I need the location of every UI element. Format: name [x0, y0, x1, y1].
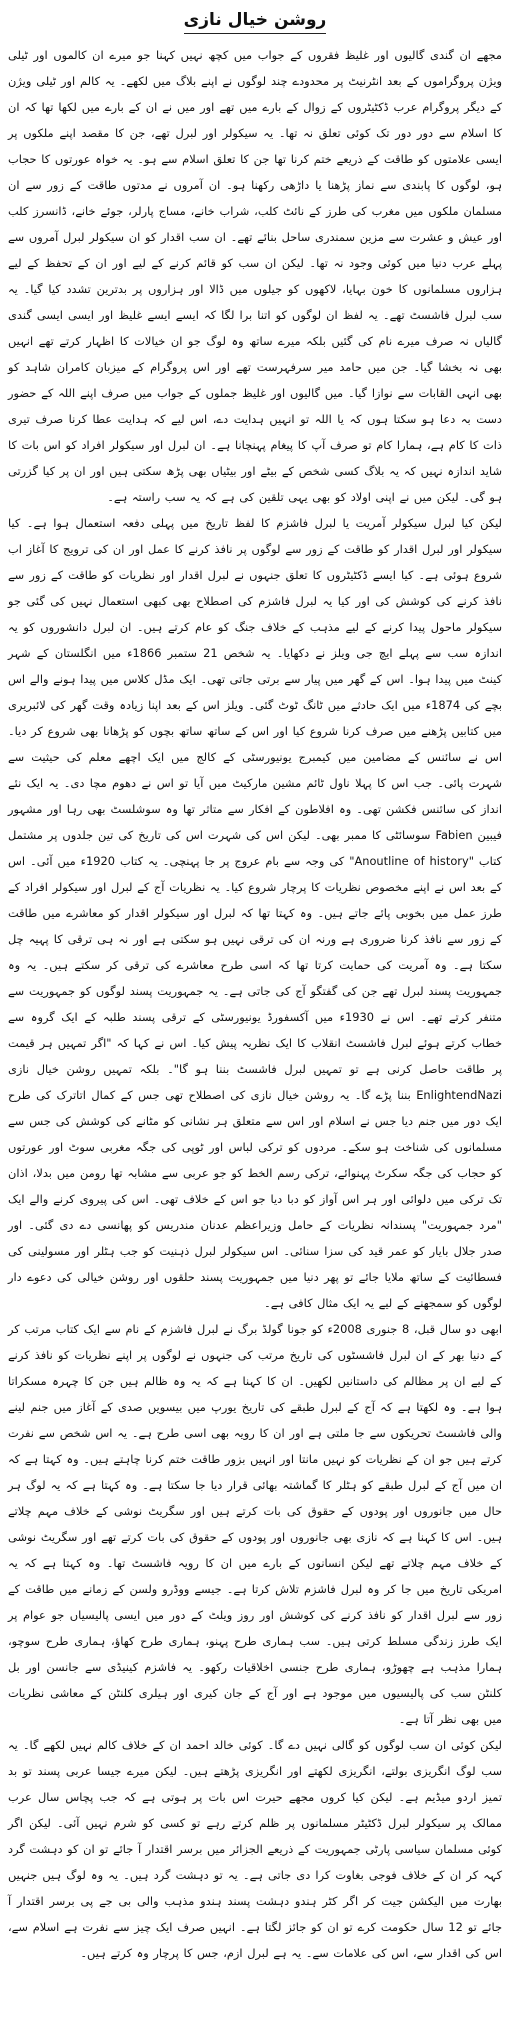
article-paragraph-3: ابھی دو سال قبل، 8 جنوری 2008ء کو جونا گولڈ برگ نے لبرل فاشزم کے نام سے ایک کتاب مرتب کر کے دنیا بھر کے ان لبرل فاشسٹوں کی تاریخ مرتب کی جنہوں نے لوگوں پر اپنے نظریات کو نافذ کرنے کے لیے ان پر مظالم کی داستانیں لکھیں۔ ان کا کہنا ہے کہ یہ وہ ظالم ہیں جن کا چہرہ مسکراتا ہوا ہے۔ وہ لکھتا ہے کہ آج کے لبرل طبقے کی تاریخ یورپ میں بیسویں صدی کے آغاز میں جنم لینے والی فاشسٹ تحریکوں سے جا ملتی ہے اور ان کا رویہ بھی اسی طرح ہے۔ یہ اس شخص سے نفرت کرتے ہیں جو ان کے نظریات کو نہیں مانتا اور انہیں بزور طاقت ختم کرنا چاہتے ہیں۔ وہ کہتا ہے کہ ان میں آج کے لبرل طبقے کو ہٹلر کا گماشتہ بھائی قرار دیا جا سکتا ہے۔ وہ کہتا ہے کہ یہ لوگ ہر حال میں جانوروں اور پودوں کے حقوق کی بات کرتے ہیں اور سگریٹ نوشی کے خلاف مہم چلاتے ہیں۔ اس کا کہنا ہے کہ نازی بھی جانوروں اور پودوں کے حقوق کی بات کرتے تھے اور سگریٹ نوشی کے خلاف مہم چلاتے تھے لیکن انسانوں کے بارے میں ان کا رویہ فاشسٹ تھا۔ وہ کہتا ہے کہ یہ امریکی تاریخ میں جا کر وہ لبرل فاشزم تلاش کرتا ہے۔ جیسے ووڈرو ولسن کے زمانے میں طاقت کے زور سے لبرل اقدار کو نافذ کرنے کی کوشش اور روز ویلٹ کے دور میں ایسی پالیسیاں جو عوام پر ایک طرز زندگی مسلط کرتی ہیں۔ سب ہماری طرح پہنو، ہماری طرح کھاؤ، ہماری طرح سوچو، ہمارا مذہب ہے چھوڑو، ہماری طرح جنسی اخلاقیات رکھو۔ یہ فاشزم کینیڈی سے جانسن اور بل کلنٹن سب کی پالیسیوں میں موجود ہے اور آج کے جان کیری اور ہیلری کلنٹن کے معاشی نظریات میں بھی نظر آتا ہے۔: [8, 1322, 502, 1726]
article-body: [8, 42, 502, 1966]
article-paragraph-1: مجھے ان گندی گالیوں اور غلیظ فقروں کے جواب میں کچھ نہیں کہنا جو میرے ان کالموں اور ٹیلی ویژن پروگراموں کے بعد انٹرنیٹ پر محدودے چند لوگوں نے اپنے بلاگ میں لکھے۔ یہ کالم اور ٹیلی ویژن کے دیگر پروگرام عرب ڈکٹیٹروں کے زوال کے بارے میں تھے اور میں نے ان کے بارے میں لکھا تھا کہ ان کا اسلام سے دور دور تک کوئی تعلق نہ تھا۔ یہ سیکولر اور لبرل تھے، جن کا مقصد اپنے ملکوں پر ایسی علامتوں کو طاقت کے ذریعے ختم کرنا تھا جن کا تعلق اسلام سے ہو۔ یہ خواہ عورتوں کا حجاب ہو، لوگوں کا پابندی سے نماز پڑھنا یا داڑھی رکھنا ہو۔ ان آمروں نے مدتوں طاقت کے زور سے ان مسلمان ملکوں میں مغرب کی طرز کے نائٹ کلب، شراب خانے، مساج پارلر، جوئے خانے، ڈانسرز کلب اور عیش و عشرت سے مزین سمندری ساحل بنائے تھے۔ ان سب اقدار کو ان سیکولر لبرل آمروں سے پہلے عرب دنیا میں کوئی وجود نہ تھا۔ لیکن ان سب کو قائم کرنے کے لیے اور ان کے تحفظ کے لیے ہزاروں مسلمانوں کا خون بہایا، لاکھوں کو جیلوں میں ڈالا اور ہزاروں پر بدترین تشدد کیا گیا۔ یہ سب لبرل فاشسٹ تھے۔ یہ لفظ ان لوگوں کو اتنا برا لگا کہ ایسے ایسے غلیظ اور ایسی ایسی گندی گالیاں نہ صرف میرے نام کی گئیں بلکہ میرے ساتھ وہ لوگ جو ان خیالات کا اظہار کرتے تھے انہیں بھی نہ بخشا گیا۔ جن میں حامد میر سرفہرست تھے اور اس پروگرام کے میزبان کامران شاہد کو بھی انہی القابات سے نوازا گیا۔ میں گالیوں اور غلیظ جملوں کے جواب میں صرف اپنے اللہ کے حضور دست بہ دعا ہو سکتا ہوں کہ یا اللہ تو انہیں ہدایت دے، اس لیے کہ ہدایت عطا کرنا صرف تیری ذات کا کام ہے، ہمارا کام تو صرف آپ کا پیغام پہنچانا ہے۔ ان لبرل اور سیکولر افراد کو اس بات کا شاید اندازہ نہیں کہ یہ بلاگ کسی شخص کے بیٹے اور بیٹیاں بھی پڑھ سکتی ہیں اور ان پر کیا گزرتی ہو گی۔ لیکن میں نے اپنی اولاد کو بھی یہی تلقین کی ہے کہ یہ سب راستہ ہے۔: [8, 48, 502, 504]
article-paragraph-2: لیکن کیا لبرل سیکولر آمریت یا لبرل فاشزم کا لفظ تاریخ میں پہلی دفعہ استعمال ہوا ہے۔ کیا سیکولر اور لبرل اقدار کو طاقت کے زور سے لوگوں پر نافذ کرنے کا عمل اور ان کی ترویج کا آغاز اب شروع ہوئی ہے۔ کیا ایسے ڈکٹیٹروں کا تعلق جنہوں نے لبرل اقدار اور نظریات کو طاقت کے زور سے نافذ کرنے کی کوشش کی اور کیا یہ لبرل فاشزم کی اصطلاح بھی کبھی استعمال نہیں کی گئی جو سیکولر ماحول پیدا کرنے کے لیے مذہب کے خلاف جنگ کو عام کرتے ہیں۔ ان لبرل دانشوروں کو یہ اندازہ سب سے پہلے ایچ جی ویلز نے دکھایا۔ یہ شخص 21 ستمبر 1866ء میں انگلستان کے شہر کینٹ میں پیدا ہوا۔ اس کے گھر میں پیار سے برتی جاتی تھی۔ ایک مڈل کلاس میں پیدا ہونے والے اس بچے کی 1874ء میں ایک حادثے میں ٹانگ ٹوٹ گئی۔ ویلز اس کے بعد اپنا زیادہ وقت گھر کی لائبریری میں کتابیں پڑھنے میں صرف کرنا شروع کیا اور اس کے ساتھ ساتھ بچوں کو پڑھانا بھی شروع کر دیا۔ اس نے سائنس کے مضامین میں کیمبرج یونیورسٹی کے کالج میں ایک اچھے معلم کی حیثیت سے شہرت پائی۔ جب اس کا پہلا ناول ٹائم مشین مارکیٹ میں آیا تو اس نے دھوم مچا دی۔ یہ ایک نئے انداز کی سائنس فکشن تھی۔ وہ افلاطون کے افکار سے متاثر تھا وہ سوشلسٹ بھی رہا اور مشہور فیبین Fabien سوسائٹی کا ممبر بھی۔ لیکن اس کی شہرت اس کی تاریخ کی تین جلدوں پر مشتمل کتاب "Anoutline of history" کی وجہ سے بام عروج پر جا پہنچی۔ یہ کتاب 1920ء میں آئی۔ اس کے بعد اس نے اپنے مخصوص نظریات کا پرچار شروع کیا۔ یہ نظریات آج کے لبرل اور سیکولر افراد کے طرز عمل میں بخوبی پائے جاتے ہیں۔ وہ کہتا تھا کہ لبرل اور سیکولر اقدار کو معاشرے میں طاقت کے زور سے نافذ کرنا ضروری ہے ورنہ ان کی ترقی نہیں ہو سکتی ہے اور نہ ہی ترقی کا پہیہ چل سکتا ہے۔ وہ آمریت کی حمایت کرتا تھا کہ اسی طرح معاشرے کی ترقی کر سکتے ہیں۔ یہ وہ جمہوریت پسند لبرل تھے جن کی گفتگو آج کی جاتی ہے۔ یہ جمہوریت پسند لوگوں کو جمہوریت سے متنفر کرتے تھے۔ اس نے 1930ء میں آکسفورڈ یونیورسٹی کے ترقی پسند طلبہ کے ایک گروہ سے خطاب کرتے ہوئے لبرل فاشسٹ انقلاب کا ایک نظریہ پیش کیا۔ اس نے کہا کہ "اگر تمہیں ہر قیمت پر طاقت حاصل کرنی ہے تو تمہیں لبرل فاشسٹ بننا ہو گا"۔ بلکہ تمہیں روشن خیال نازی EnlightendNazi بننا پڑے گا۔ یہ روشن خیال نازی کی اصطلاح تھی جس کے کمال اتاترک کی طرح ایک دور میں جنم دیا جس نے اسلام اور اس سے متعلق ہر نشانی کو مٹانے کی کوشش کی جس سے مسلمانوں کی شناخت ہو سکے۔ مردوں کو ترکی لباس اور ٹوپی کی جگہ مغربی سوٹ اور عورتوں کو حجاب کی جگہ سکرٹ پہنوائے، ترکی رسم الخط کو جو عربی سے مشابہ تھا رومن میں بدلا، اذان تک ترکی میں دلوائی اور ہر اس آواز کو دبا دیا جو اس کے خلاف تھی۔ اس کی پیروی کرنے والے ایک "مرد جمہوریت" پسندانہ نظریات کے حامل وزیراعظم عدنان مندریس کو پھانسی دے دی گئی۔ اور صدر جلال بایار کو عمر قید کی سزا سنائی۔ اس سیکولر لبرل ذہنیت کو جب ہٹلر اور مسولینی کی فسطائیت کے ساتھ ملایا جائے تو پھر دنیا میں جمہوریت پسند حلقوں اور روشن خیالی کی دعوے دار لوگوں کو سمجھنے کے لیے یہ ایک مثال کافی ہے۔: [8, 516, 503, 1310]
article-paragraph-4: لیکن کوئی ان سب لوگوں کو گالی نہیں دے گا۔ کوئی خالد احمد ان کے خلاف کالم نہیں لکھے گا۔ یہ سب لوگ انگریزی بولتے، انگریزی لکھتے اور انگریزی پڑھتے ہیں۔ لیکن میرے جیسا عربی پسند تو بد تمیز اردو میڈیم ہے۔ لیکن کیا کروں مجھے حیرت اس بات پر ہوتی ہے کہ جب پچاس سال عرب ممالک پر سیکولر لبرل ڈکٹیٹر مسلمانوں پر ظلم کرتے رہے تو کسی کو شرم نہیں آئی۔ لیکن اگر کوئی مسلمان سیاسی پارٹی جمہوریت کے ذریعے الجزائر میں برسر اقتدار آ جائے تو ان کو دہشت گرد کہہ کر ان کے خلاف فوجی بغاوت کرا دی جاتی ہے۔ یہ تو دہشت گرد ہیں۔ یہ وہ لوگ ہیں جنہیں بھارت میں الیکشن جیت کر اگر کٹر ہندو دہشت پسند ہندو مذہب والی بی جے پی برسر اقتدار آ جائے تو 12 سال حکومت کرے تو ان کو جائز لگتا ہے۔ انہیں صرف ایک چیز سے نفرت ہے اسلام سے، اس کی اقدار سے، اس کی علامات سے۔ یہ ہے لبرل ازم، جس کا پرچار وہ کرتے ہیں۔: [8, 1738, 502, 1960]
headline-container: [8, 10, 502, 34]
article-headline: روشن خیال نازی: [184, 10, 327, 34]
